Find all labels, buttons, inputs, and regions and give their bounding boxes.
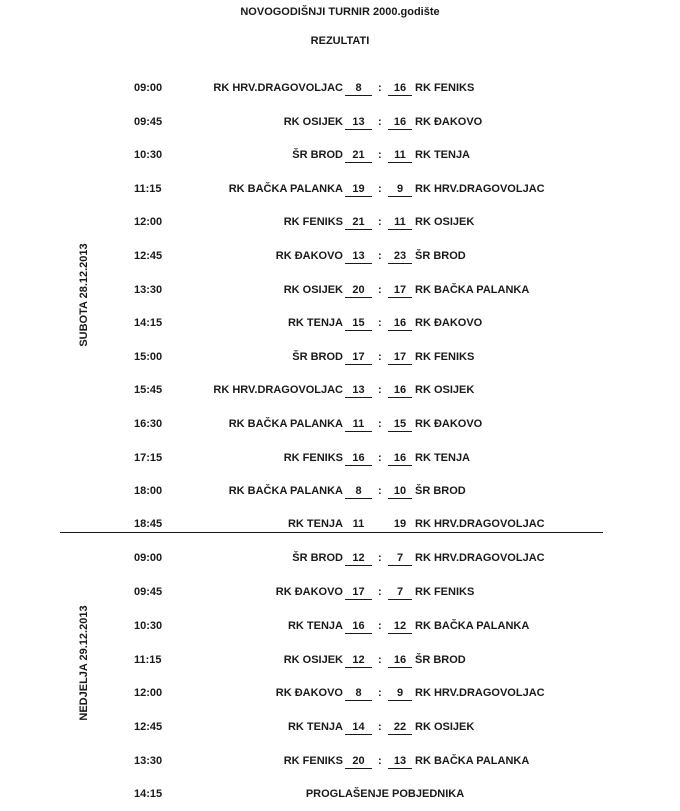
away-score: 22 (388, 721, 412, 735)
match-time: 14:15 (134, 317, 163, 329)
away-team: RK FENIKS (415, 82, 475, 94)
day-label-saturday: SUBOTA 28.12.2013 (78, 243, 90, 347)
match-time: 12:45 (134, 250, 163, 262)
match-row (0, 216, 680, 232)
away-score: 10 (388, 485, 412, 499)
away-score: 17 (388, 284, 412, 298)
home-team: RK HRV.DRAGOVOLJAC (213, 82, 343, 94)
away-score: 9 (388, 183, 412, 197)
away-team: RK HRV.DRAGOVOLJAC (415, 183, 545, 195)
match-row (0, 721, 680, 737)
away-score: 9 (388, 687, 412, 701)
away-team: RK OSIJEK (415, 216, 475, 228)
home-team: RK BAČKA PALANKA (228, 418, 343, 430)
home-score: 11 (352, 518, 365, 530)
home-team: RK TENJA (287, 317, 343, 329)
score-separator: : (378, 620, 382, 632)
home-score: 21 (345, 216, 372, 230)
home-team: RK TENJA (287, 518, 343, 530)
away-team: RK OSIJEK (415, 721, 475, 733)
home-score: 13 (345, 250, 372, 264)
match-row (0, 452, 680, 468)
home-score: 20 (345, 284, 372, 298)
score-separator: : (378, 721, 382, 733)
match-row (0, 654, 680, 670)
away-team: ŠR BROD (415, 654, 466, 666)
home-score: 13 (345, 384, 372, 398)
away-score: 19 (393, 518, 407, 530)
match-time: 10:30 (134, 149, 163, 161)
score-separator: : (378, 755, 382, 767)
away-team: RK HRV.DRAGOVOLJAC (415, 518, 545, 530)
match-time: 18:45 (134, 518, 163, 530)
score-separator: : (378, 183, 382, 195)
home-score: 15 (345, 317, 372, 331)
home-score: 17 (345, 351, 372, 365)
match-row (0, 149, 680, 165)
score-separator: : (378, 317, 382, 329)
away-team: RK ĐAKOVO (415, 317, 483, 329)
match-time: 15:45 (134, 384, 163, 396)
away-team: RK OSIJEK (415, 384, 475, 396)
match-row (0, 317, 680, 333)
away-team: RK FENIKS (415, 351, 475, 363)
match-time: 18:00 (134, 485, 163, 497)
closing-ceremony-text: PROGLAŠENJE POBJEDNIKA (305, 788, 465, 800)
match-time: 09:00 (134, 552, 163, 564)
match-row (0, 586, 680, 602)
home-score: 13 (345, 116, 372, 130)
home-team: ŠR BROD (292, 149, 343, 161)
match-row (0, 284, 680, 300)
document-title: NOVOGODIŠNJI TURNIR 2000.godište (240, 6, 440, 18)
home-team: RK FENIKS (283, 755, 343, 767)
match-row (0, 518, 680, 534)
away-team: RK TENJA (415, 452, 471, 464)
home-score: 11 (345, 418, 372, 432)
home-score: 8 (345, 82, 372, 96)
match-row (0, 82, 680, 98)
match-row (0, 351, 680, 367)
closing-row (0, 788, 680, 804)
home-team: RK ĐAKOVO (275, 586, 343, 598)
document-subtitle: REZULTATI (310, 35, 370, 47)
home-score: 17 (345, 586, 372, 600)
home-score: 20 (345, 755, 372, 769)
home-score: 19 (345, 183, 372, 197)
home-score: 16 (345, 620, 372, 634)
match-row (0, 620, 680, 636)
away-team: RK BAČKA PALANKA (415, 284, 530, 296)
away-team: RK TENJA (415, 149, 471, 161)
home-score: 12 (345, 552, 372, 566)
match-row (0, 183, 680, 199)
match-time: 12:00 (134, 687, 163, 699)
away-score: 13 (388, 755, 412, 769)
home-team: RK BAČKA PALANKA (228, 485, 343, 497)
away-score: 16 (388, 82, 412, 96)
score-separator: : (378, 82, 382, 94)
away-score: 7 (388, 586, 412, 600)
score-separator: : (378, 351, 382, 363)
away-team: RK ĐAKOVO (415, 418, 483, 430)
match-time: 15:00 (134, 351, 163, 363)
match-row (0, 418, 680, 434)
score-separator: : (378, 418, 382, 430)
score-separator: : (378, 284, 382, 296)
away-team: RK BAČKA PALANKA (415, 620, 530, 632)
match-row (0, 116, 680, 132)
score-separator: : (378, 250, 382, 262)
home-team: RK OSIJEK (283, 116, 343, 128)
score-separator: : (378, 149, 382, 161)
match-time: 09:00 (134, 82, 163, 94)
away-score: 16 (388, 317, 412, 331)
away-score: 17 (388, 351, 412, 365)
match-time: 10:30 (134, 620, 163, 632)
score-separator: : (378, 216, 382, 228)
score-separator: : (378, 586, 382, 598)
home-score: 12 (345, 654, 372, 668)
match-row (0, 755, 680, 771)
score-separator: : (378, 116, 382, 128)
match-row (0, 250, 680, 266)
match-time: 12:00 (134, 216, 163, 228)
match-row (0, 384, 680, 400)
away-score: 16 (388, 116, 412, 130)
home-score: 8 (345, 687, 372, 701)
home-team: RK HRV.DRAGOVOLJAC (213, 384, 343, 396)
away-score: 12 (388, 620, 412, 634)
match-time: 11:15 (134, 654, 162, 666)
score-separator: : (378, 552, 382, 564)
home-team: RK FENIKS (283, 452, 343, 464)
score-separator: : (378, 687, 382, 699)
away-score: 11 (388, 149, 412, 163)
match-time: 13:30 (134, 755, 163, 767)
match-time: 13:30 (134, 284, 163, 296)
away-team: RK HRV.DRAGOVOLJAC (415, 552, 545, 564)
score-separator: : (378, 654, 382, 666)
home-team: RK OSIJEK (283, 654, 343, 666)
away-score: 15 (388, 418, 412, 432)
home-team: RK TENJA (287, 721, 343, 733)
away-score: 16 (388, 452, 412, 466)
match-row (0, 687, 680, 703)
match-time: 09:45 (134, 586, 163, 598)
home-score: 8 (345, 485, 372, 499)
score-separator: : (378, 452, 382, 464)
home-team: RK OSIJEK (283, 284, 343, 296)
score-separator: : (378, 485, 382, 497)
away-score: 16 (388, 384, 412, 398)
home-team: RK ĐAKOVO (275, 687, 343, 699)
home-score: 16 (345, 452, 372, 466)
day-label-sunday: NEDJELJA 29.12.2013 (78, 605, 90, 721)
match-time: 09:45 (134, 116, 163, 128)
home-score: 14 (345, 721, 372, 735)
closing-time: 14:15 (134, 788, 163, 800)
match-time: 16:30 (134, 418, 163, 430)
away-score: 7 (388, 552, 412, 566)
away-score: 23 (388, 250, 412, 264)
home-team: ŠR BROD (292, 351, 343, 363)
match-row (0, 552, 680, 568)
away-team: ŠR BROD (415, 485, 466, 497)
away-team: RK HRV.DRAGOVOLJAC (415, 687, 545, 699)
away-team: RK FENIKS (415, 586, 475, 598)
away-team: RK BAČKA PALANKA (415, 755, 530, 767)
match-row (0, 485, 680, 501)
home-team: RK ĐAKOVO (275, 250, 343, 262)
match-time: 12:45 (134, 721, 163, 733)
score-separator: : (378, 384, 382, 396)
home-score: 21 (345, 149, 372, 163)
away-score: 11 (388, 216, 412, 230)
away-score: 16 (388, 654, 412, 668)
match-time: 11:15 (134, 183, 162, 195)
home-team: RK TENJA (287, 620, 343, 632)
away-team: RK ĐAKOVO (415, 116, 483, 128)
home-team: RK BAČKA PALANKA (228, 183, 343, 195)
away-team: ŠR BROD (415, 250, 466, 262)
home-team: RK FENIKS (283, 216, 343, 228)
home-team: ŠR BROD (292, 552, 343, 564)
match-time: 17:15 (134, 452, 163, 464)
